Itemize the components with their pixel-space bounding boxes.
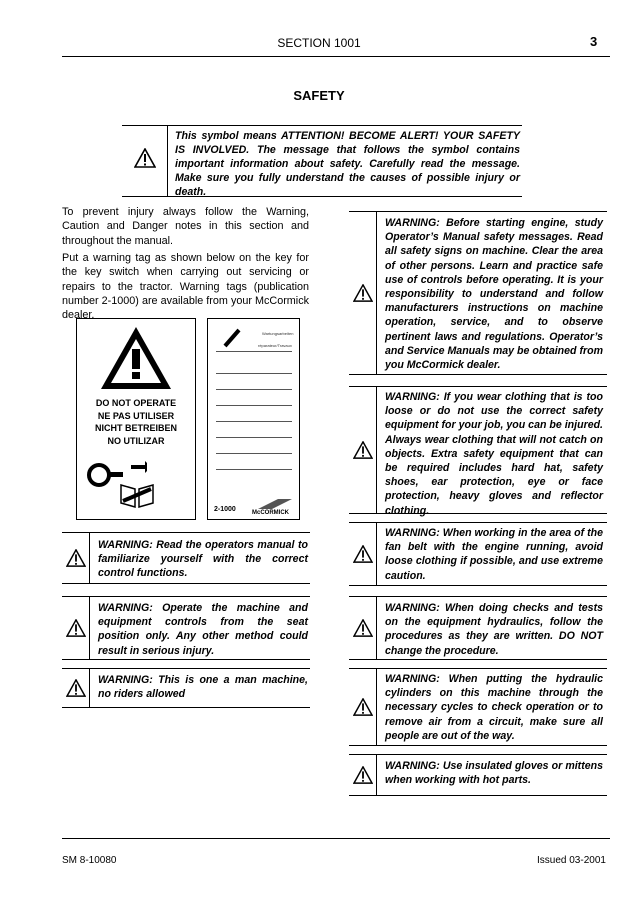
warning-tag-front (76, 318, 196, 520)
tag-code: 2-1000 (214, 506, 236, 513)
warning-text: WARNING: When working in the area of the fan belt with the engine running, avoid loose clothing if possible, and use extreme caution. (385, 527, 603, 582)
warning-box (62, 532, 310, 584)
footer-rule (62, 838, 610, 839)
pencil-icon (222, 327, 242, 349)
intro-paragraph: To prevent injury always follow the Warning, Caution and Danger notes in this section and throughout the manual. (62, 206, 309, 247)
tag-line (216, 405, 292, 406)
page-number: 3 (590, 34, 598, 49)
warning-triangle-icon (66, 619, 86, 637)
warning-triangle-icon (66, 679, 86, 697)
tag-line (216, 421, 292, 422)
tag-line (216, 389, 292, 390)
footer-doc-number: SM 8-10080 (62, 855, 117, 866)
warning-box (349, 596, 607, 660)
warning-text: WARNING: If you wear clothing that is too loose or do not use the correct safety equipment for your job, you can be injured. Always wear clothing that will not catch on objects. Extra safety equipment that can be required includes hard hat, safety shoes, ear protection, eye or face protection, heavy gloves and reflector clothing. (385, 391, 603, 517)
warning-triangle-icon (353, 619, 373, 637)
attention-divider (167, 126, 168, 196)
warning-text: WARNING: When putting the hydraulic cylinders on this machine through the necessary cycles to check operation or to remove air from a circuit, make sure all people are out of the way. (385, 673, 603, 742)
warning-box (349, 668, 607, 746)
warning-triangle-icon (66, 549, 86, 567)
page-title: SAFETY (293, 88, 345, 103)
attention-text: This symbol means ATTENTION! BECOME ALERT! YOUR SAFETY IS INVOLVED. The message that follows the symbol contains important information about safety. Carefully read the message. Make sure you fully understand the causes of possible injury or death. (175, 130, 520, 198)
warning-box (349, 211, 607, 375)
warning-box (62, 668, 310, 708)
warning-triangle-icon (353, 766, 373, 784)
warning-triangle-icon (353, 545, 373, 563)
tag-warning-text: DO NOT OPERATE NE PAS UTILISER NICHT BETREIBEN NO UTILIZAR (94, 398, 177, 446)
warning-text: WARNING: This is one a man machine, no riders allowed (98, 674, 308, 701)
tag-paragraph: Put a warning tag as shown below on the key for the key switch when carrying out servicing or repairs to the tractor. Warning tags (publication number 2-1000) are available from your McCormick dealer. (62, 252, 309, 322)
manual-wrench-icon (117, 481, 157, 509)
warning-triangle-icon (353, 284, 373, 302)
tag-line (216, 351, 292, 352)
tag-brand: McCORMICK (252, 510, 289, 516)
warning-triangle-icon (353, 441, 373, 459)
header-rule (62, 56, 610, 57)
warning-box (349, 522, 607, 586)
warning-text: WARNING: Operate the machine and equipment controls from the seat position only. Any other method could result in serious injury. (98, 602, 308, 657)
tag-line (216, 453, 292, 454)
tag-line (216, 469, 292, 470)
attention-box (122, 125, 522, 197)
warning-text: WARNING: Read the operators manual to familiarize yourself with the correct control functions. (98, 539, 308, 580)
warning-box (62, 596, 310, 660)
mccormick-logo-icon (258, 499, 292, 509)
warning-triangle-icon (353, 698, 373, 716)
section-header: SECTION 1001 (277, 36, 361, 50)
warning-text: WARNING: When doing checks and tests on the equipment hydraulics, follow the procedures as they are written. DO NOT change the procedure. (385, 602, 603, 657)
warning-text: WARNING: Use insulated gloves or mittens when working with hot parts. (385, 760, 603, 787)
footer-issue-date: Issued 03-2001 (537, 855, 606, 866)
tag-line (216, 437, 292, 438)
tag-line (216, 373, 292, 374)
warning-text: WARNING: Before starting engine, study Operator’s Manual safety messages. Read all safety signs on machine. Clear the area of other persons. Learn and practice safe use of controls before operating. It is your responsibility to understand and follow manufacturers instructions on machine operation, service, and to observe pertinent laws and regulations. Operator’s and Service Manuals may be obtained from you McCormick dealer. (385, 217, 603, 372)
warning-triangle-icon (134, 148, 156, 168)
warning-box (349, 754, 607, 796)
warning-triangle-icon (99, 325, 173, 391)
warning-tag-back: Wartungsarbeiten réparateur/Travaux 2-1000 McCORMICK (207, 318, 300, 520)
warning-box (349, 386, 607, 517)
